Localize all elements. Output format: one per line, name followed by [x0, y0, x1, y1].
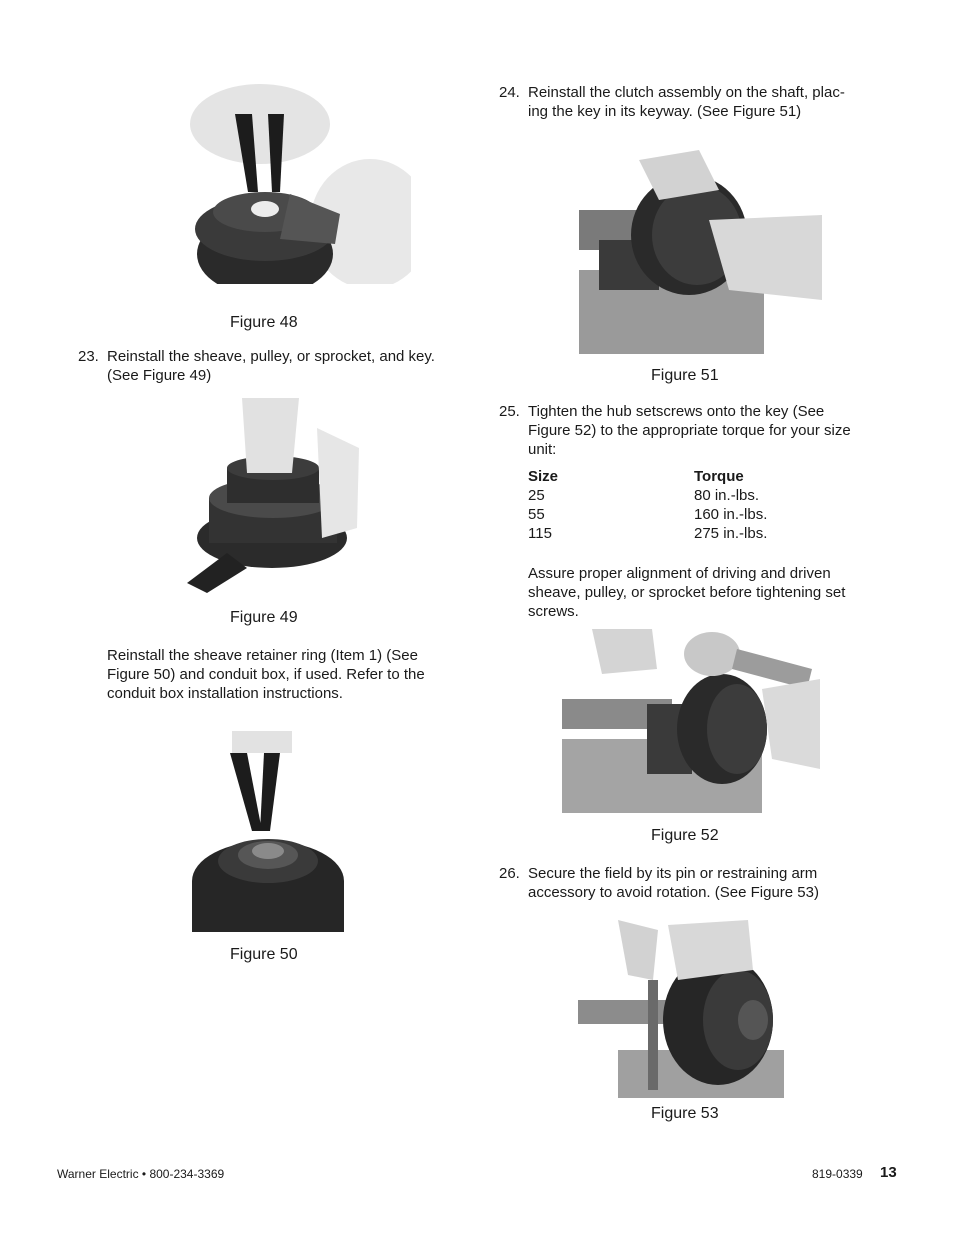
step-text-line: Figure 52) to the appropriate torque for your size — [528, 422, 851, 439]
footer-company-phone: Warner Electric • 800-234-3369 — [57, 1167, 225, 1181]
step-text-line: unit: — [528, 441, 557, 458]
paragraph-line: conduit box installation instructions. — [107, 685, 343, 702]
step-23 — [78, 347, 468, 387]
figure-49-caption: Figure 49 — [230, 609, 298, 626]
table-cell: 55 — [528, 506, 545, 523]
figure-53-photo — [578, 920, 784, 1098]
table-cell: 80 in.-lbs. — [694, 487, 760, 504]
step-number: 24. — [499, 84, 520, 101]
step-text-line: ing the key in its keyway. (See Figure 51) — [528, 103, 802, 120]
figure-50-photo — [192, 731, 344, 932]
step-number: 23. — [78, 348, 99, 365]
table-row — [528, 525, 767, 544]
step-24 — [499, 83, 889, 123]
table-cell: 115 — [528, 525, 552, 542]
step-text-line: Secure the field by its pin or restraining arm — [528, 865, 818, 882]
paragraph-line: Assure proper alignment of driving and driven — [528, 565, 831, 582]
page-number: 13 — [880, 1164, 897, 1181]
step-number: 25. — [499, 403, 520, 420]
step-text-line: Tighten the hub setscrews onto the key (See — [528, 403, 825, 420]
torque-table — [528, 468, 767, 544]
step-number: 26. — [499, 865, 520, 882]
figure-52-caption: Figure 52 — [651, 827, 719, 844]
figure-52-photo — [562, 629, 820, 813]
paragraph-line: Reinstall the sheave retainer ring (Item 1) (See — [107, 647, 418, 664]
figure-53-caption: Figure 53 — [651, 1105, 719, 1122]
step-text-line: Reinstall the sheave, pulley, or sprocket, and key. — [107, 348, 435, 365]
step-text-line: accessory to avoid rotation. (See Figure 53) — [528, 884, 819, 901]
figure-49-photo — [187, 388, 365, 596]
table-cell: 160 in.-lbs. — [694, 506, 768, 523]
alignment-paragraph — [528, 564, 888, 621]
figure-50-caption: Figure 50 — [230, 946, 298, 963]
step-25 — [499, 402, 889, 462]
table-header-size: Size — [528, 468, 559, 485]
retainer-ring-paragraph — [107, 646, 467, 703]
paragraph-line: screws. — [528, 603, 579, 620]
footer-document-number: 819-0339 — [812, 1167, 863, 1181]
table-row — [528, 506, 767, 525]
paragraph-line: sheave, pulley, or sprocket before tightening set — [528, 584, 846, 601]
figure-48-caption: Figure 48 — [230, 314, 298, 331]
step-text-line: (See Figure 49) — [107, 367, 212, 384]
figure-48-photo — [180, 84, 411, 296]
table-header-torque: Torque — [694, 468, 744, 485]
step-text-line: Reinstall the clutch assembly on the shaft, plac- — [528, 84, 845, 101]
table-cell: 25 — [528, 487, 545, 504]
step-26 — [499, 864, 889, 904]
table-row — [528, 487, 767, 506]
table-cell: 275 in.-lbs. — [694, 525, 768, 542]
table-header-row — [528, 468, 767, 487]
figure-51-caption: Figure 51 — [651, 367, 719, 384]
figure-51-photo — [579, 150, 822, 354]
paragraph-line: Figure 50) and conduit box, if used. Refer to the — [107, 666, 425, 683]
